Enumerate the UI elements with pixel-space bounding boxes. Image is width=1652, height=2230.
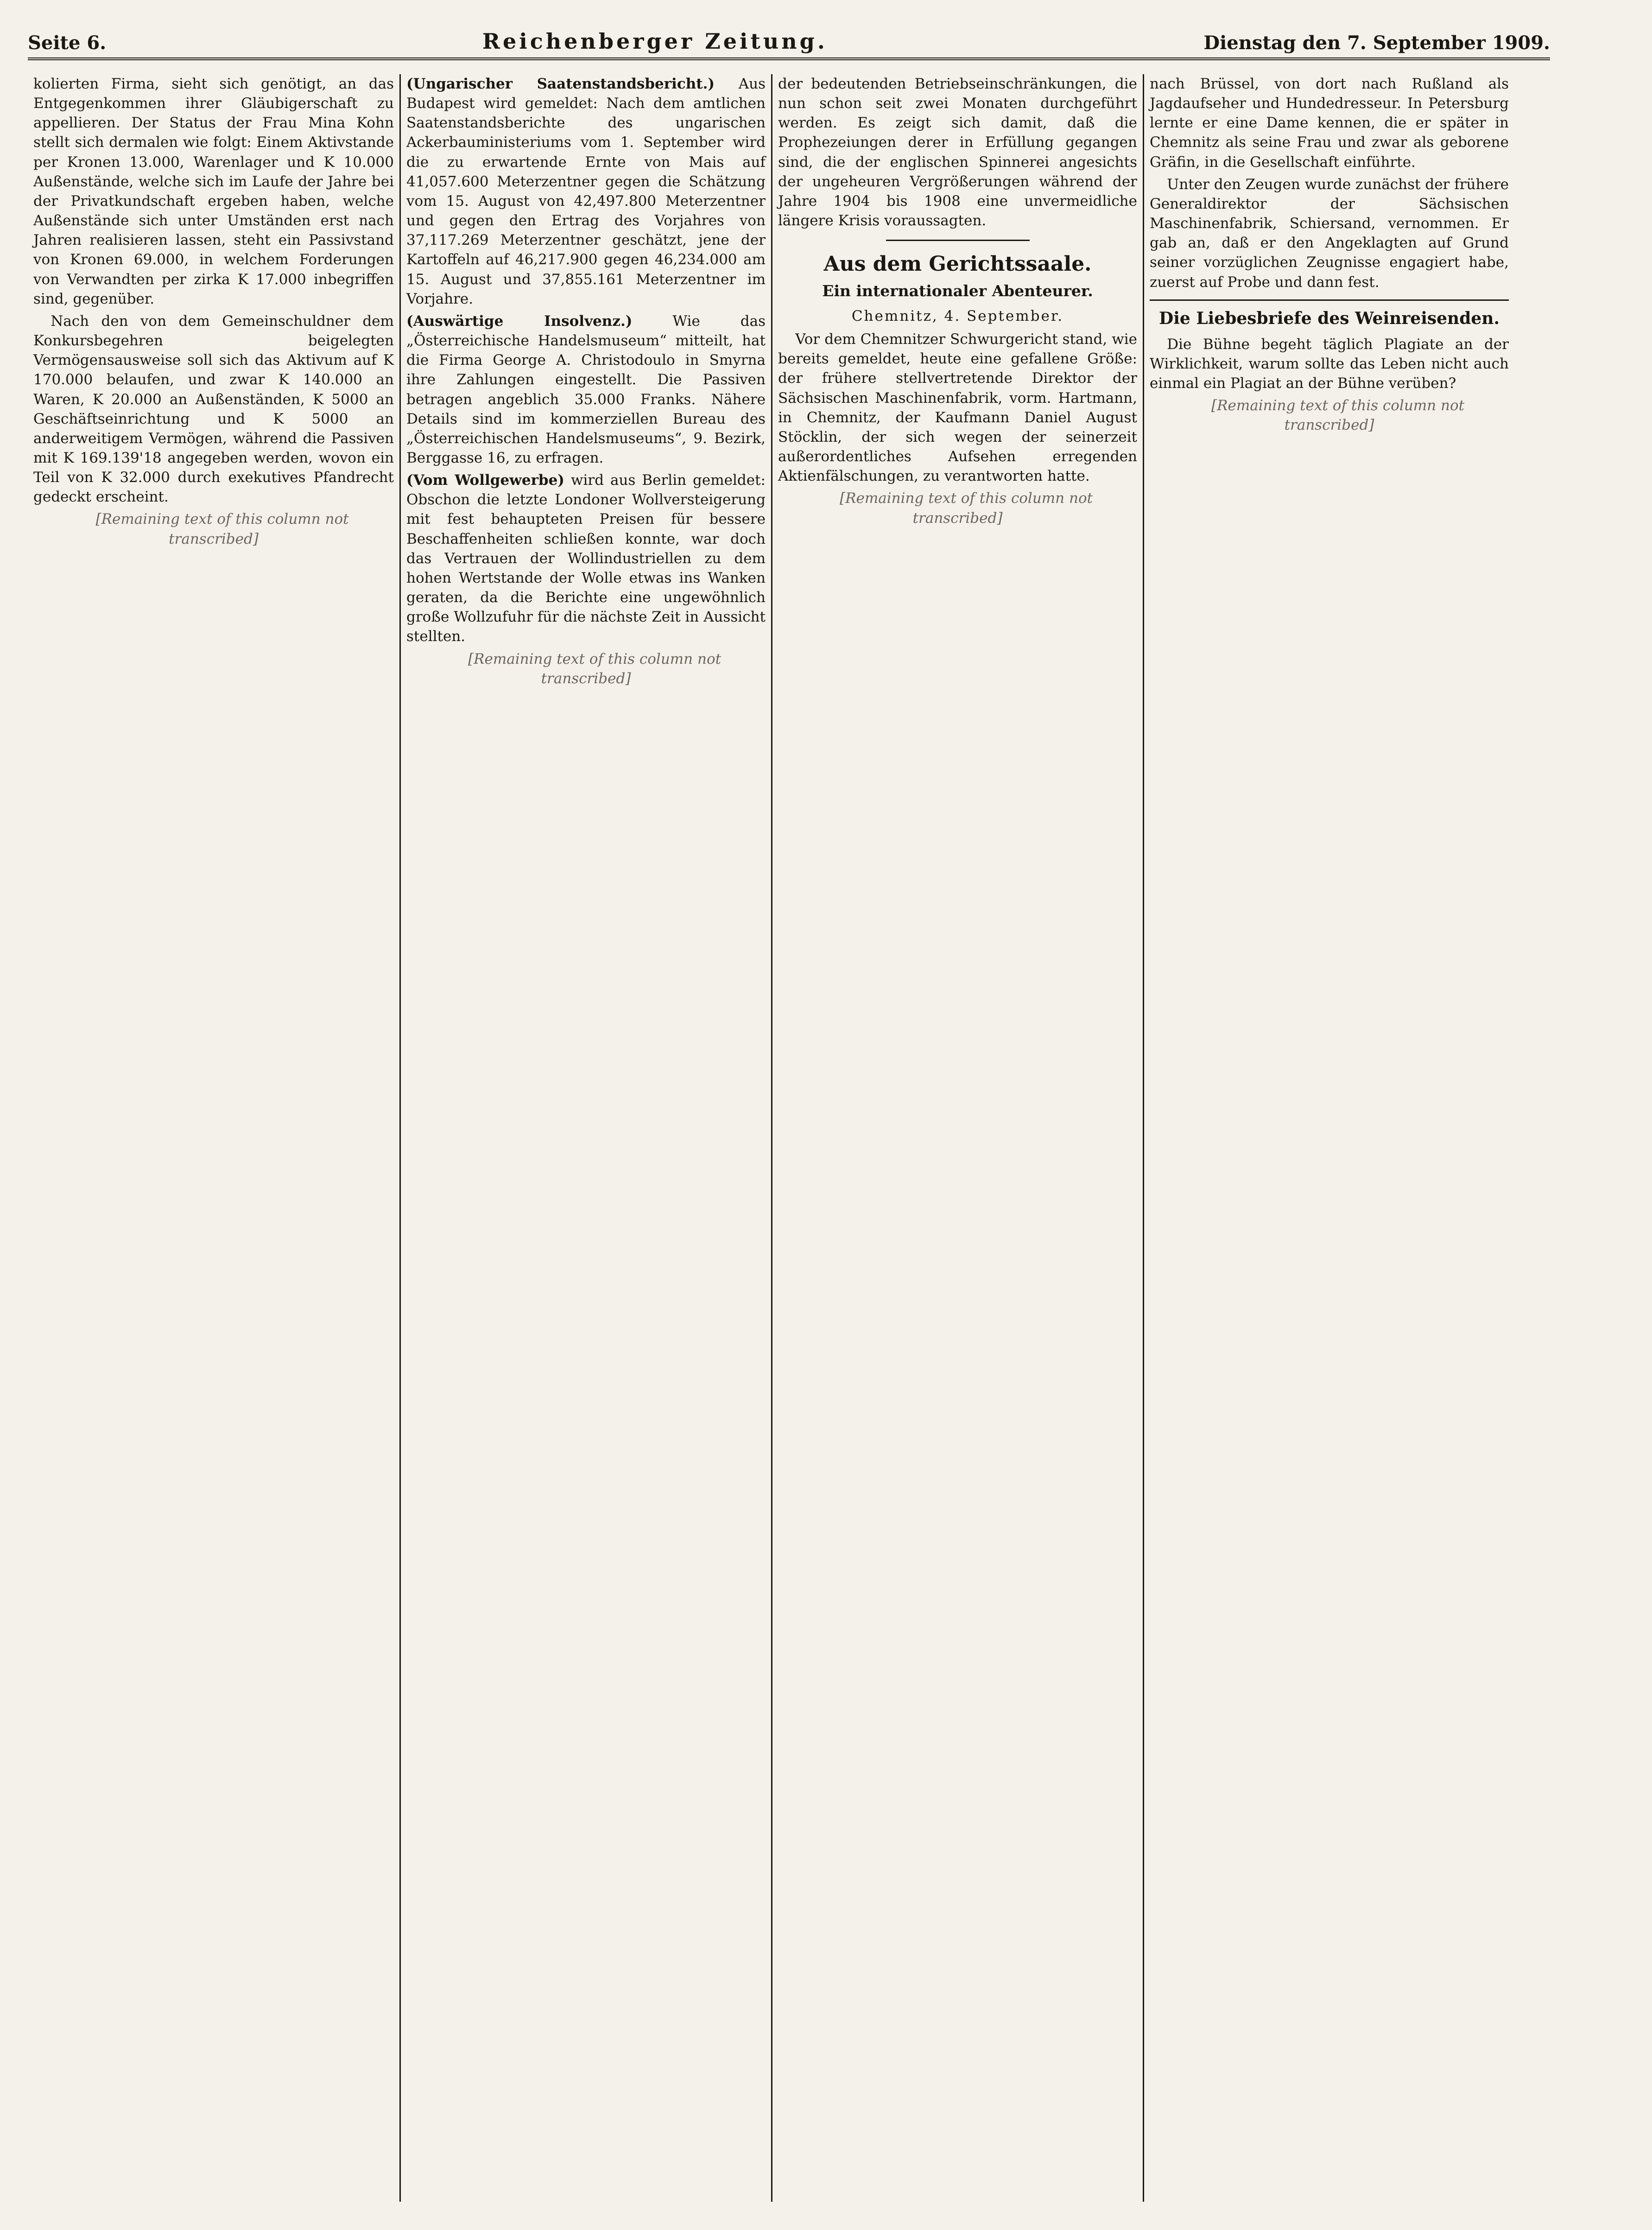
column-3	[771, 74, 1143, 2202]
article-heading: (Ungarischer Saatenstandsbericht.)	[406, 76, 715, 92]
column-4	[1143, 74, 1514, 2202]
paragraph: Wie das „Österreichische Handelsmuseum“ mitteilt, hat die Firma George A. Christodoulo in Smyrna ihre Zahlungen eingestellt. Die Passiven betragen angeblich 35.000 Franks. Nähere Details sind im kommerziellen Bureau des „Österreichischen Handelsmuseums“, 9. Bezirk, Berggasse 16, zu erfragen.	[406, 312, 766, 466]
issue-date: Dienstag den 7. September 1909.	[1203, 32, 1550, 54]
omission-note: [Remaining text of this column not transcribed]	[95, 511, 349, 547]
paragraph: Nach den von dem Gemeinschuldner dem Konkursbegehren beigelegten Vermögensausweise soll sich das Aktivum auf K 170.000 belaufen, und zwar K 140.000 an Waren, K 20.000 an Außenständen, K 5000 an Geschäftseinrichtung und K 5000 an anderweitigem Vermögen, während die Passiven mit K 169.139'18 angegeben werden, wovon ein Teil von K 32.000 durch exekutives Pfandrecht gedeckt erscheint.	[33, 312, 394, 506]
column-2	[399, 74, 771, 2202]
omission-note: [Remaining text of this column not transcribed]	[840, 490, 1093, 527]
article-title: Ein internationaler Abenteurer.	[822, 282, 1093, 300]
paragraph: kolierten Firma, sieht sich genötigt, an das Entgegenkommen ihrer Gläubigerschaft zu appellieren. Der Status der Frau Mina Kohn stellt sich dermalen wie folgt: Einem Aktivstande per Kronen 13.000, Warenlager und K 10.000 Außenstände, welche sich im Laufe der Jahre bei der Privatkundschaft ergeben haben, welche Außenstände sich unter Umständen erst nach Jahren realisieren lassen, steht ein Passivstand von Kronen 69.000, in welchem Forderungen von Verwandten per zirka K 17.000 inbegriffen sind, gegenüber.	[33, 76, 394, 307]
page-number: Seite 6.	[28, 32, 107, 54]
paragraph: wird aus Berlin gemeldet: Obschon die letzte Londoner Wollversteigerung mit fest behaupteten Preisen für bessere Beschaffenheiten schließen konnte, war doch das Vertrauen der Wollindustriellen zu dem hohen Wertstande der Wolle etwas ins Wanken geraten, da die Berichte eine ungewöhnlich große Wollzufuhr für die nächste Zeit in Aussicht stellten.	[406, 472, 766, 645]
article-heading: (Auswärtige Insolvenz.)	[406, 312, 633, 330]
article-heading: (Vom Wollgewerbe)	[406, 472, 564, 489]
paragraph: Die Bühne begeht täglich Plagiate an der Wirklichkeit, warum sollte das Leben nicht auch einmal ein Plagiat an der Bühne verüben?	[1150, 336, 1509, 392]
newspaper-page	[28, 23, 1550, 2211]
divider	[886, 240, 1030, 241]
column-1	[28, 74, 399, 2202]
paragraph: nach Brüssel, von dort nach Rußland als Jagdaufseher und Hundedresseur. In Petersburg lernte er eine Dame kennen, die er später in Chemnitz als seine Frau und zwar als geborene Gräfin, in die Gesellschaft einführte.	[1150, 76, 1509, 171]
dateline: Chemnitz, 4. September.	[851, 307, 1064, 324]
paragraph: Vor dem Chemnitzer Schwurgericht stand, wie bereits gemeldet, heute eine gefallene Größe: der frühere stellvertretende Direktor der Sächsischen Maschinenfabrik, vorm. Hartmann, in Chemnitz, der Kaufmann Daniel August Stöcklin, der sich wegen der seinerzeit außerordentliches Aufsehen erregenden Aktienfälschungen, zu verantworten hatte.	[778, 331, 1137, 485]
section-title: Aus dem Gerichtssaale.	[823, 252, 1092, 276]
newspaper-title: Reichenberger Zeitung.	[482, 29, 828, 54]
paragraph: Unter den Zeugen wurde zunächst der frühere Generaldirektor der Sächsischen Maschinenfabrik, Schiersand, vernommen. Er gab an, daß er den Angeklagten auf Grund seiner vorzüglichen Zeugnisse engagiert habe, zuerst auf Probe und dann fest.	[1150, 176, 1509, 291]
masthead	[28, 23, 1550, 60]
paragraph: der bedeutenden Betriebseinschränkungen, die nun schon seit zwei Monaten durchgeführt werden. Es zeigt sich damit, daß die Prophezeiungen derer in Erfüllung gegangen sind, die der englischen Spinnerei angesichts der ungeheuren Vergrößerungen während der Jahre 1904 bis 1908 eine unvermeidliche längere Krisis voraussagten.	[778, 76, 1137, 229]
omission-note: [Remaining text of this column not transcribed]	[468, 650, 722, 687]
feuilleton-title: Die Liebesbriefe des Weinreisenden.	[1150, 299, 1509, 330]
paragraph: Aus Budapest wird gemeldet: Nach dem amtlichen Saatenstandsberichte des ungarischen Ackerbauministeriums vom 1. September wird die zu erwartende Ernte von Mais auf 41,057.600 Meterzentner gegen die Schätzung vom 15. August von 42,497.800 Meterzentner und gegen den Ertrag des Vorjahres von 37,117.269 Meterzentner geschätzt, jene der Kartoffeln auf 46,217.900 gegen 46,234.000 am 15. August und 37,855.161 Meterzentner im Vorjahre.	[406, 76, 766, 307]
omission-note: [Remaining text of this column not transcribed]	[1211, 397, 1465, 434]
columns	[28, 74, 1550, 2202]
